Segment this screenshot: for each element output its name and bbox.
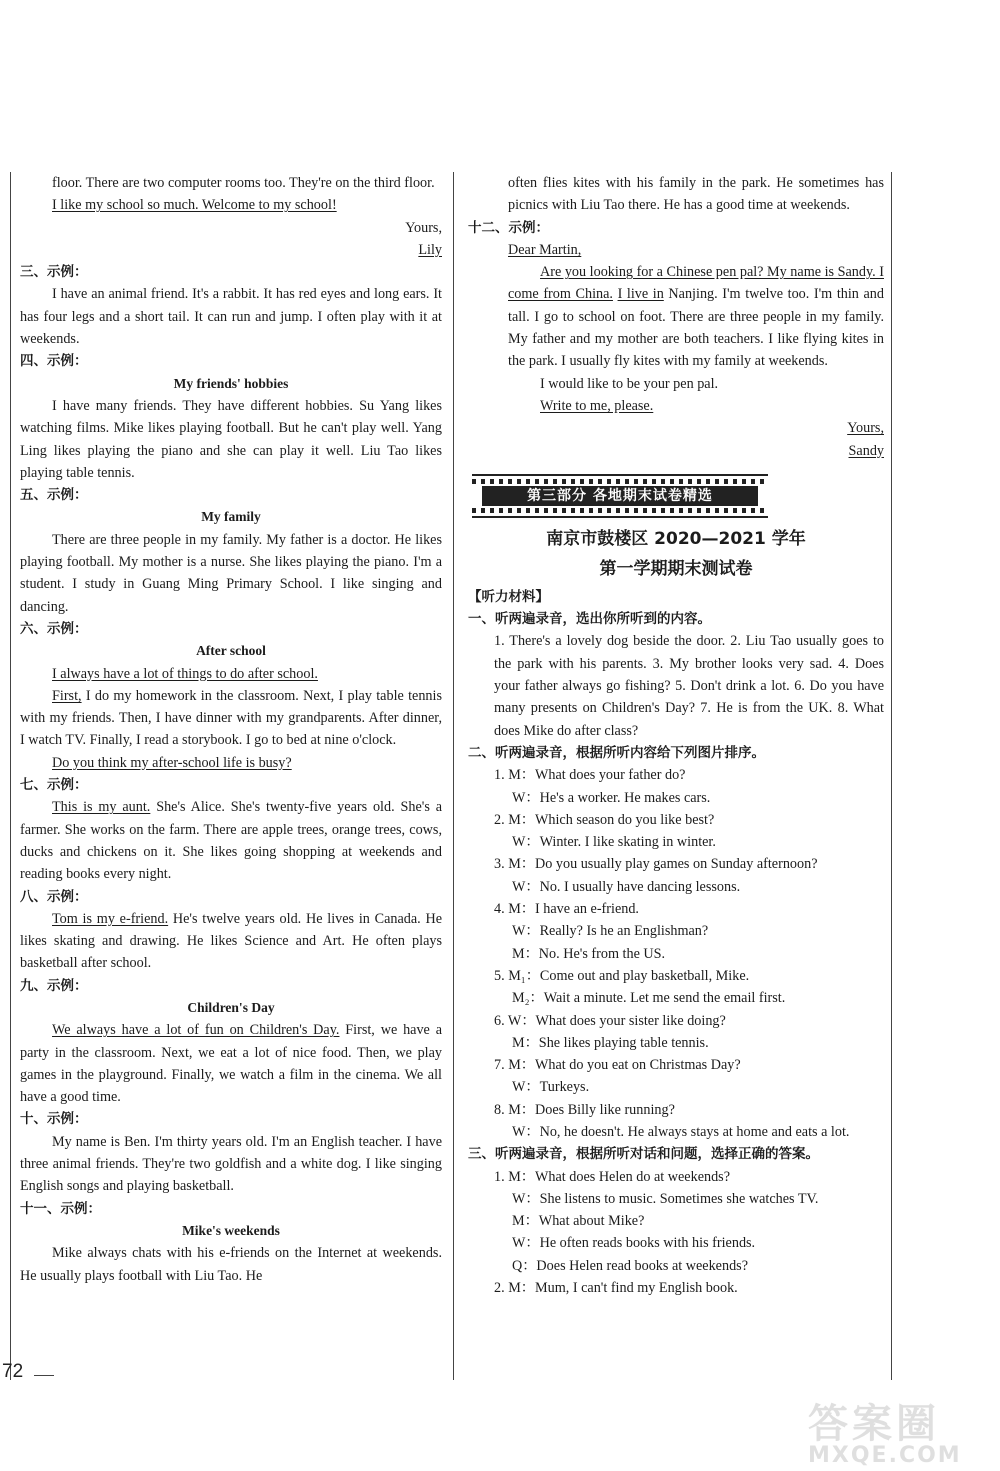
dialogue-line: W：He often reads books with his friends. bbox=[512, 1235, 756, 1252]
dialogue-line: 5. M₁：Come out and play basketball, Mike. bbox=[494, 967, 750, 984]
dialogue-line: M：No. He's from the US. bbox=[512, 945, 666, 962]
dialogue-line: W：She listens to music. Sometimes she watches TV. bbox=[512, 1190, 819, 1207]
watermark-text: 答案圈 bbox=[808, 1401, 940, 1447]
letter-greeting: Dear Martin, bbox=[508, 241, 582, 258]
exam-title: 南京市鼓楼区 2020—2021 学年 bbox=[546, 528, 806, 549]
underlined-sentence: Are you looking for a Chinese pen pal? My name is Sandy. I come from China. bbox=[508, 264, 884, 303]
dialogue-line: 4. M：I have an e-friend. bbox=[494, 901, 639, 918]
underlined-sentence: This is my aunt. bbox=[52, 799, 151, 816]
dialogue-line: Q：Does Helen read books at weekends? bbox=[512, 1257, 748, 1274]
underlined-sentence: Do you think my after-school life is busy? bbox=[52, 754, 292, 771]
dialogue-line: 1. M：What does Helen do at weekends? bbox=[494, 1168, 730, 1185]
material-heading: 【听力材料】 bbox=[468, 588, 549, 605]
paragraph: He's twelve years old. He lives in Canada. He likes skating and drawing. He likes Science and Art. He often plays basketball after school. bbox=[20, 910, 442, 972]
paragraph: She's Alice. She's twenty-five years old. She's a farmer. She works on the farm. There are apple trees, orange trees, cows, ducks and chickens on it. She likes going shopping at weekends and reading books every night. bbox=[20, 799, 442, 883]
paragraph: Nanjing. I'm twelve too. I'm thin and tall. I go to school on foot. There are three people in my family. My father and my mother are both teachers. I like flying kites in the park. I usually fly kites with my family at weekends. bbox=[508, 286, 884, 370]
section-heading: 八、示例： bbox=[20, 888, 88, 905]
dialogue-line: 8. M：Does Billy like running? bbox=[494, 1101, 675, 1118]
part-banner bbox=[472, 474, 768, 518]
paragraph: 1. There's a lovely dog beside the door. 2. Liu Tao usually goes to the park with his parents. 3. My brother looks very sad. 4. Does your father always go fishing? 5. Don't drink a lot. 6. Do you have many presents on Children's Day? 7. He is from the UK. 8. What does Mike do after class? bbox=[494, 633, 884, 739]
section-heading: 四、示例： bbox=[20, 353, 88, 370]
essay-title: My family bbox=[201, 509, 261, 525]
section-heading: 三、听两遍录音，根据所听对话和问题，选择正确的答案。 bbox=[468, 1146, 819, 1163]
dialogue-line: W：No, he doesn't. He always stays at home and eats a lot. bbox=[512, 1123, 850, 1140]
underlined-sentence: We always have a lot of fun on Children's Day. bbox=[52, 1022, 340, 1039]
dialogue-line: W：No. I usually have dancing lessons. bbox=[512, 878, 741, 895]
section-heading: 二、听两遍录音，根据所听内容给下列图片排序。 bbox=[468, 744, 765, 761]
dialogue-line: 1. M：What does your father do? bbox=[494, 767, 686, 784]
banner-label: 第三部分 各地期末试卷精选 bbox=[482, 486, 758, 506]
column-rule-right bbox=[891, 172, 892, 1380]
dialogue-line: 6. W：What does your sister like doing? bbox=[494, 1012, 726, 1029]
section-heading: 十二、示例： bbox=[468, 219, 549, 236]
watermark-url: MXQE.COM bbox=[808, 1443, 962, 1468]
dialogue-line: W：Winter. I like skating in winter. bbox=[512, 834, 716, 851]
dialogue-line: M：She likes playing table tennis. bbox=[512, 1034, 709, 1051]
section-heading: 十一、示例： bbox=[20, 1200, 101, 1217]
column-rule-left bbox=[10, 172, 11, 1380]
paragraph: First, we have a party in the classroom. Next, we eat a lot of nice food. Then, we play games in the playground. Finally, we watch a film in the cinema. We all have a good time. bbox=[20, 1022, 442, 1106]
signature: Lily bbox=[418, 241, 442, 258]
dialogue-line: W：Turkeys. bbox=[512, 1079, 590, 1096]
closing: Yours, bbox=[405, 219, 442, 236]
underlined-sentence: Write to me, please. bbox=[540, 397, 654, 414]
watermark-logo bbox=[808, 1392, 994, 1468]
paragraph: My name is Ben. I'm thirty years old. I'm an English teacher. I have three animal friends. They're two goldfish and a white dog. I like singing English songs and playing basketball. bbox=[20, 1133, 442, 1195]
dialogue-line: 7. M：What do you eat on Christmas Day? bbox=[494, 1057, 741, 1074]
underlined-sentence: I always have a lot of things to do after school. bbox=[52, 665, 318, 682]
right-column bbox=[468, 172, 884, 1299]
exam-subtitle: 第一学期期末测试卷 bbox=[599, 558, 753, 579]
page-number: 72 bbox=[2, 1361, 24, 1382]
dialogue-line: 2. M：Which season do you like best? bbox=[494, 811, 715, 828]
paragraph: I have many friends. They have different hobbies. Su Yang likes watching films. Mike likes playing football. But he can't play well. Yang Ling likes playing the piano and she can play it well. Liu Tao likes playing table tennis. bbox=[20, 397, 442, 481]
closing: Yours, bbox=[847, 420, 884, 437]
page-number-rule bbox=[34, 1375, 54, 1376]
underlined-word: First, bbox=[52, 687, 82, 704]
column-rule-middle bbox=[453, 172, 454, 1380]
paragraph: floor. There are two computer rooms too. They're on the third floor. bbox=[52, 175, 435, 191]
dialogue-line: W：Really? Is he an Englishman? bbox=[512, 923, 709, 940]
section-heading: 一、听两遍录音，选出你所听到的内容。 bbox=[468, 611, 711, 628]
underlined-sentence: I live in bbox=[617, 286, 664, 303]
section-heading: 三、示例： bbox=[20, 264, 88, 281]
section-heading: 九、示例： bbox=[20, 977, 88, 994]
paragraph: Mike always chats with his e-friends on the Internet at weekends. He usually plays football with Liu Tao. He bbox=[20, 1245, 442, 1284]
essay-title: Children's Day bbox=[187, 999, 275, 1015]
left-column bbox=[20, 172, 442, 1287]
paragraph: I have an animal friend. It's a rabbit. It has red eyes and long ears. It has four legs and a short tail. It can run and jump. I often play with it at weekends. bbox=[20, 286, 442, 348]
dialogue-line: 3. M：Do you usually play games on Sunday afternoon? bbox=[494, 856, 818, 873]
essay-title: My friends' hobbies bbox=[173, 375, 289, 391]
underlined-sentence: I like my school so much. Welcome to my school! bbox=[52, 197, 337, 214]
paragraph: I do my homework in the classroom. Next, I play table tennis with my friends. Then, I have dinner with my grandparents. After dinner, I watch TV. Finally, I read a storybook. I go to bed at nine o'clock. bbox=[20, 687, 442, 749]
essay-title: Mike's weekends bbox=[182, 1222, 280, 1238]
dialogue-line: M：What about Mike? bbox=[512, 1213, 645, 1230]
dialogue-line: M₂：Wait a minute. Let me send the email first. bbox=[512, 990, 786, 1007]
signature: Sandy bbox=[848, 442, 884, 459]
section-heading: 六、示例： bbox=[20, 620, 88, 637]
section-heading: 五、示例： bbox=[20, 487, 88, 504]
essay-title: After school bbox=[196, 643, 266, 659]
paragraph: often flies kites with his family in the park. He sometimes has picnics with Liu Tao there. He has a good time at weekends. bbox=[508, 175, 884, 214]
dialogue-line: W：He's a worker. He makes cars. bbox=[512, 789, 711, 806]
dialogue-line: 2. M：Mum, I can't find my English book. bbox=[494, 1280, 738, 1297]
section-heading: 七、示例： bbox=[20, 777, 88, 794]
paragraph: There are three people in my family. My father is a doctor. He likes playing football. My mother is a nurse. She likes playing the piano. I'm a student. I study in Guang Ming Primary School. I like singing and dancing. bbox=[20, 531, 442, 615]
underlined-sentence: Tom is my e-friend. bbox=[52, 910, 169, 927]
paragraph: I would like to be your pen pal. bbox=[540, 375, 719, 392]
section-heading: 十、示例： bbox=[20, 1111, 88, 1128]
